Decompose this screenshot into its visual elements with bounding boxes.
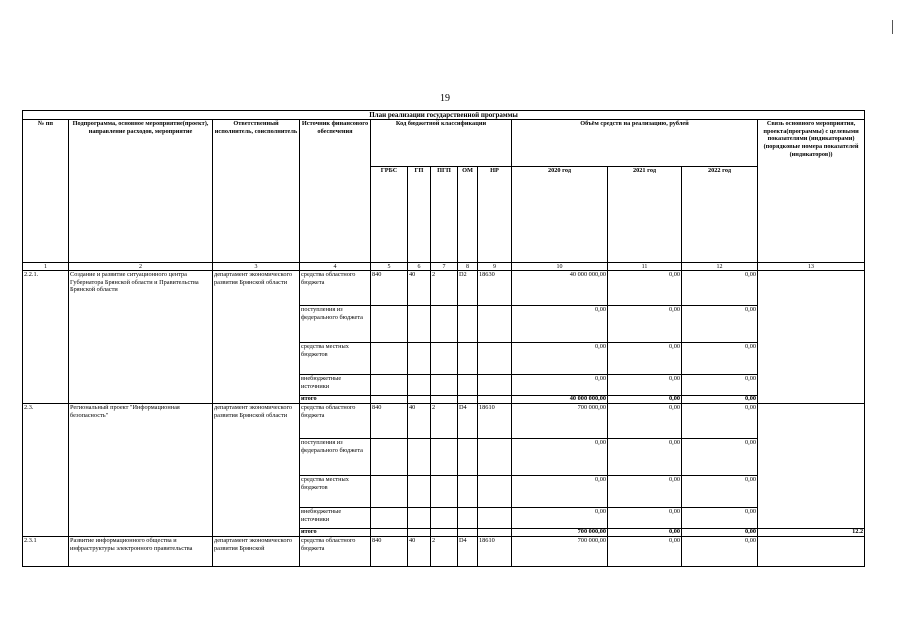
item-name: Региональный проект "Информационная безопасность"	[69, 404, 213, 537]
pgp-cell	[431, 306, 458, 343]
amount-2022: 0,00	[682, 439, 758, 476]
gp-cell	[408, 375, 431, 396]
grbs-cell	[371, 476, 408, 508]
column-number: 4	[300, 263, 371, 271]
amount-2022: 0,00	[682, 537, 758, 567]
grbs-cell	[371, 529, 408, 537]
om-cell	[458, 396, 478, 404]
amount-2020: 0,00	[512, 476, 608, 508]
amount-2022: 0,00	[682, 476, 758, 508]
gp-cell: 40	[408, 404, 431, 439]
pgp-cell	[431, 343, 458, 375]
page-edge-mark	[892, 20, 893, 34]
amount-2020: 700 000,00	[512, 404, 608, 439]
amount-2022: 0,00	[682, 343, 758, 375]
nr-cell	[478, 476, 512, 508]
item-number: 2.3.	[23, 404, 69, 537]
nr-cell	[478, 529, 512, 537]
grbs-cell: 840	[371, 537, 408, 567]
amount-2020: 0,00	[512, 343, 608, 375]
grbs-cell	[371, 375, 408, 396]
indicator-link-empty	[758, 404, 865, 529]
amount-2022: 0,00	[682, 508, 758, 529]
column-number: 3	[213, 263, 300, 271]
nr-cell	[478, 306, 512, 343]
amount-2021: 0,00	[608, 306, 682, 343]
page-number: 19	[440, 93, 450, 104]
nr-cell	[478, 343, 512, 375]
grbs-cell	[371, 508, 408, 529]
gp-cell	[408, 396, 431, 404]
amount-2020: 40 000 000,00	[512, 271, 608, 306]
nr-cell	[478, 396, 512, 404]
om-cell	[458, 508, 478, 529]
gp-cell	[408, 306, 431, 343]
gp-cell: 40	[408, 271, 431, 306]
total-2021: 0,00	[608, 396, 682, 404]
grbs-cell	[371, 306, 408, 343]
table-body	[23, 111, 865, 567]
nr-cell	[478, 439, 512, 476]
nr-cell: 18610	[478, 404, 512, 439]
grbs-cell: 840	[371, 271, 408, 306]
header-no: № пп	[23, 120, 69, 263]
header-pgp: ПГП	[431, 167, 458, 263]
header-program: Подпрограмма, основное мероприятие(проект), направление расходов, мероприятие	[69, 120, 213, 263]
item-executor: департамент экономического развития Брянской области	[213, 404, 300, 537]
item-name: Создание и развитие ситуационного центра Губернатора Брянской области и Правительства Брянской области	[69, 271, 213, 404]
column-number: 11	[608, 263, 682, 271]
column-number: 8	[458, 263, 478, 271]
amount-2021: 0,00	[608, 271, 682, 306]
pgp-cell: 2	[431, 271, 458, 306]
table-row	[23, 404, 865, 439]
funding-source-total: итого	[300, 529, 371, 537]
funding-source: средства областного бюджета	[300, 537, 371, 567]
indicator-link-empty	[758, 537, 865, 567]
amount-2021: 0,00	[608, 537, 682, 567]
funding-source: поступления из федерального бюджета	[300, 306, 371, 343]
pgp-cell	[431, 476, 458, 508]
amount-2022: 0,00	[682, 375, 758, 396]
amount-2020: 0,00	[512, 439, 608, 476]
header-source: Источник финансового обеспечения	[300, 120, 371, 263]
header-indicator-link: Связь основного мероприятия, проекта(программы) с целевыми показателями (индикаторами) (порядковые номера показателей (индикаторов))	[758, 120, 865, 263]
amount-2020: 0,00	[512, 375, 608, 396]
amount-2020: 700 000,00	[512, 537, 608, 567]
nr-cell	[478, 508, 512, 529]
table-row	[23, 537, 865, 567]
table-title: План реализации государственной программы	[23, 111, 865, 120]
om-cell	[458, 306, 478, 343]
gp-cell	[408, 529, 431, 537]
nr-cell	[478, 375, 512, 396]
pgp-cell	[431, 529, 458, 537]
amount-2021: 0,00	[608, 375, 682, 396]
amount-2020: 0,00	[512, 508, 608, 529]
plan-table	[22, 110, 865, 567]
item-number: 2.3.1	[23, 537, 69, 567]
column-number: 12	[682, 263, 758, 271]
funding-source: средства местных бюджетов	[300, 343, 371, 375]
header-nr: НР	[478, 167, 512, 263]
total-2020: 40 000 000,00	[512, 396, 608, 404]
om-cell	[458, 439, 478, 476]
grbs-cell	[371, 439, 408, 476]
header-executor: Ответственный исполнитель, соисполнитель	[213, 120, 300, 263]
grbs-cell: 840	[371, 404, 408, 439]
item-name: Развитие информационного общества и инфраструктуры электронного правительства	[69, 537, 213, 567]
header-2022: 2022 год	[682, 167, 758, 263]
amount-2022: 0,00	[682, 404, 758, 439]
gp-cell	[408, 476, 431, 508]
total-2022: 0,00	[682, 396, 758, 404]
nr-cell: 18610	[478, 537, 512, 567]
pgp-cell	[431, 396, 458, 404]
amount-2022: 0,00	[682, 271, 758, 306]
om-cell	[458, 476, 478, 508]
gp-cell	[408, 508, 431, 529]
item-number: 2.2.1.	[23, 271, 69, 404]
pgp-cell: 2	[431, 404, 458, 439]
funding-source: средства областного бюджета	[300, 271, 371, 306]
indicator-link: 12.2	[758, 529, 865, 537]
pgp-cell: 2	[431, 537, 458, 567]
amount-2021: 0,00	[608, 404, 682, 439]
header-om: ОМ	[458, 167, 478, 263]
gp-cell: 40	[408, 537, 431, 567]
funding-source: поступления из федерального бюджета	[300, 439, 371, 476]
om-cell: D4	[458, 537, 478, 567]
column-number: 13	[758, 263, 865, 271]
om-cell: D4	[458, 404, 478, 439]
header-2020: 2020 год	[512, 167, 608, 263]
amount-2021: 0,00	[608, 476, 682, 508]
om-cell	[458, 375, 478, 396]
nr-cell: 18630	[478, 271, 512, 306]
header-2021: 2021 год	[608, 167, 682, 263]
pgp-cell	[431, 375, 458, 396]
om-cell: D2	[458, 271, 478, 306]
column-numbers-row	[23, 263, 865, 271]
amount-2021: 0,00	[608, 508, 682, 529]
om-cell	[458, 529, 478, 537]
column-number: 1	[23, 263, 69, 271]
header-budget-code: Код бюджетной классификации	[371, 120, 512, 167]
funding-source: средства местных бюджетов	[300, 476, 371, 508]
total-2021: 0,00	[608, 529, 682, 537]
funding-source: внебюджетные источники	[300, 375, 371, 396]
amount-2022: 0,00	[682, 306, 758, 343]
pgp-cell	[431, 439, 458, 476]
amount-2021: 0,00	[608, 343, 682, 375]
grbs-cell	[371, 396, 408, 404]
total-2020: 700 000,00	[512, 529, 608, 537]
gp-cell	[408, 439, 431, 476]
header-gp: ГП	[408, 167, 431, 263]
header-grbs: ГРБС	[371, 167, 408, 263]
amount-2021: 0,00	[608, 439, 682, 476]
column-number: 5	[371, 263, 408, 271]
column-number: 10	[512, 263, 608, 271]
header-volume: Объём средств на реализацию, рублей	[512, 120, 758, 167]
funding-source: внебюджетные источники	[300, 508, 371, 529]
item-executor: департамент экономического развития Брянской области	[213, 271, 300, 404]
gp-cell	[408, 343, 431, 375]
column-number: 2	[69, 263, 213, 271]
grbs-cell	[371, 343, 408, 375]
om-cell	[458, 343, 478, 375]
column-number: 9	[478, 263, 512, 271]
column-number: 6	[408, 263, 431, 271]
table-row	[23, 271, 865, 306]
column-number: 7	[431, 263, 458, 271]
indicator-link	[758, 271, 865, 404]
funding-source: средства областного бюджета	[300, 404, 371, 439]
total-2022: 0,00	[682, 529, 758, 537]
item-executor: департамент экономического развития Брянской	[213, 537, 300, 567]
funding-source-total: итого	[300, 396, 371, 404]
amount-2020: 0,00	[512, 306, 608, 343]
pgp-cell	[431, 508, 458, 529]
